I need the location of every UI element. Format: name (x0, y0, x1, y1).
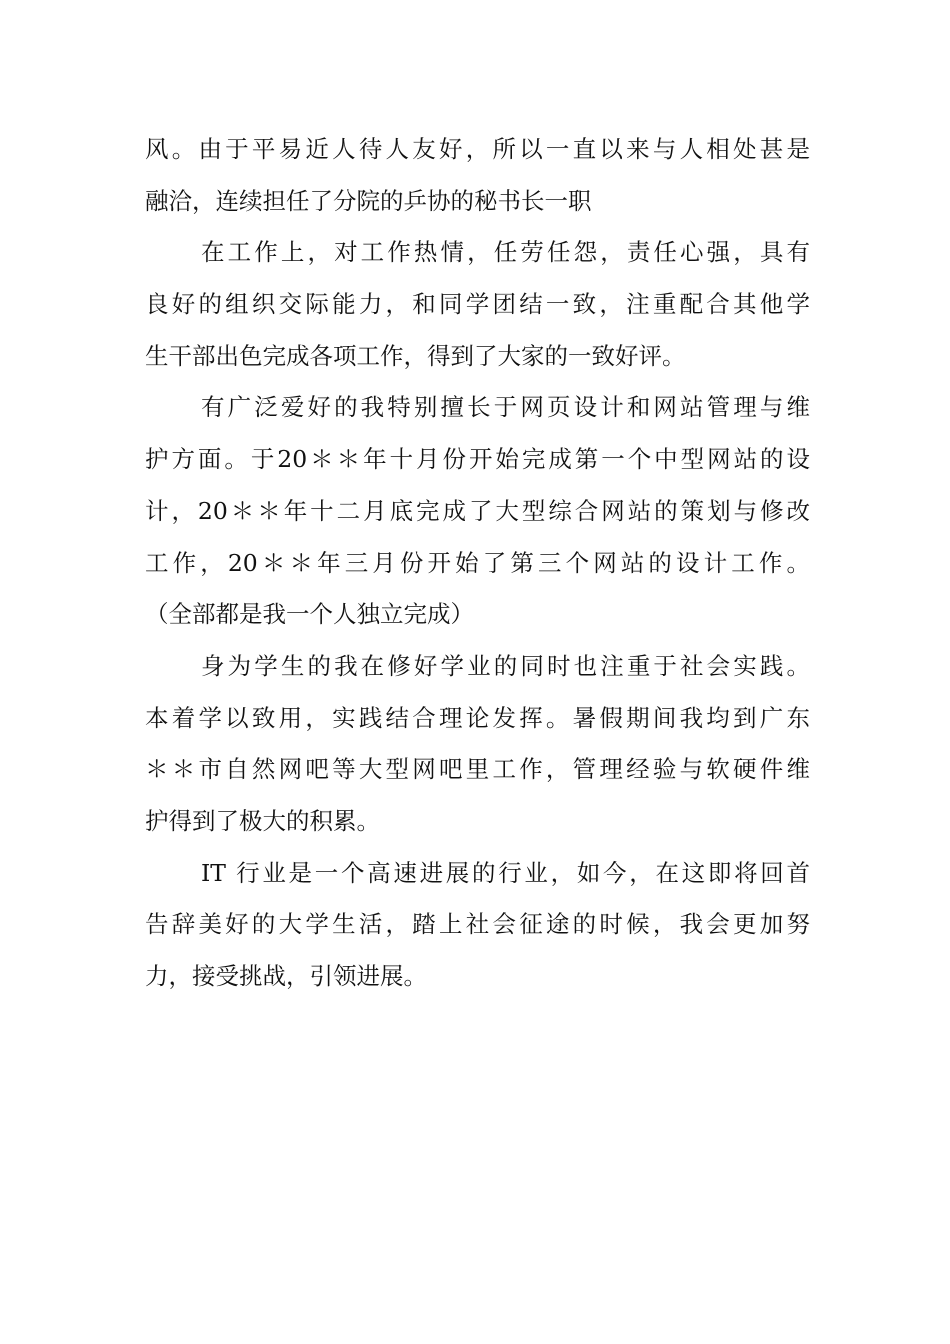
paragraph-line: （全部都是我一个人独立完成） (145, 600, 474, 629)
paragraph-line: 工作，20＊＊年三月份开始了第三个网站的设计工作。 (145, 548, 810, 577)
paragraph-1 (145, 124, 810, 227)
paragraph-line: 身为学生的我在修好学业的同时也注重于社会实践。 (201, 651, 810, 680)
paragraph-line: 告辞美好的大学生活，踏上社会征途的时候，我会更加努 (145, 910, 810, 939)
paragraph-line: 风。由于平易近人待人友好，所以一直以来与人相处甚是 (145, 135, 810, 163)
paragraph-2 (145, 227, 810, 382)
paragraph-3 (145, 382, 810, 640)
document-body (145, 124, 810, 1003)
paragraph-5 (145, 848, 810, 1003)
paragraph-line: 在工作上，对工作热情，任劳任怨，责任心强，具有 (201, 238, 810, 267)
paragraph-line: 力，接受挑战，引领进展。 (145, 962, 427, 990)
paragraph-line: 融洽，连续担任了分院的乒协的秘书长一职 (145, 186, 592, 215)
paragraph-line: 良好的组织交际能力，和同学团结一致，注重配合其他学 (145, 290, 810, 319)
paragraph-line: 护得到了极大的积累。 (145, 806, 380, 835)
paragraph-line: IT 行业是一个高速进展的行业，如今，在这即将回首 (201, 858, 810, 887)
paragraph-line: 有广泛爱好的我特别擅长于网页设计和网站管理与维 (201, 393, 810, 422)
paragraph-line: 护方面。于20＊＊年十月份开始完成第一个中型网站的设 (145, 445, 810, 474)
paragraph-line: 计，20＊＊年十二月底完成了大型综合网站的策划与修改 (145, 496, 810, 525)
paragraph-line: 本着学以致用，实践结合理论发挥。暑假期间我均到广东 (145, 703, 810, 732)
paragraph-4 (145, 641, 810, 848)
paragraph-line: ＊＊市自然网吧等大型网吧里工作，管理经验与软硬件维 (145, 755, 810, 784)
paragraph-line: 生干部出色完成各项工作，得到了大家的一致好评。 (145, 341, 686, 370)
